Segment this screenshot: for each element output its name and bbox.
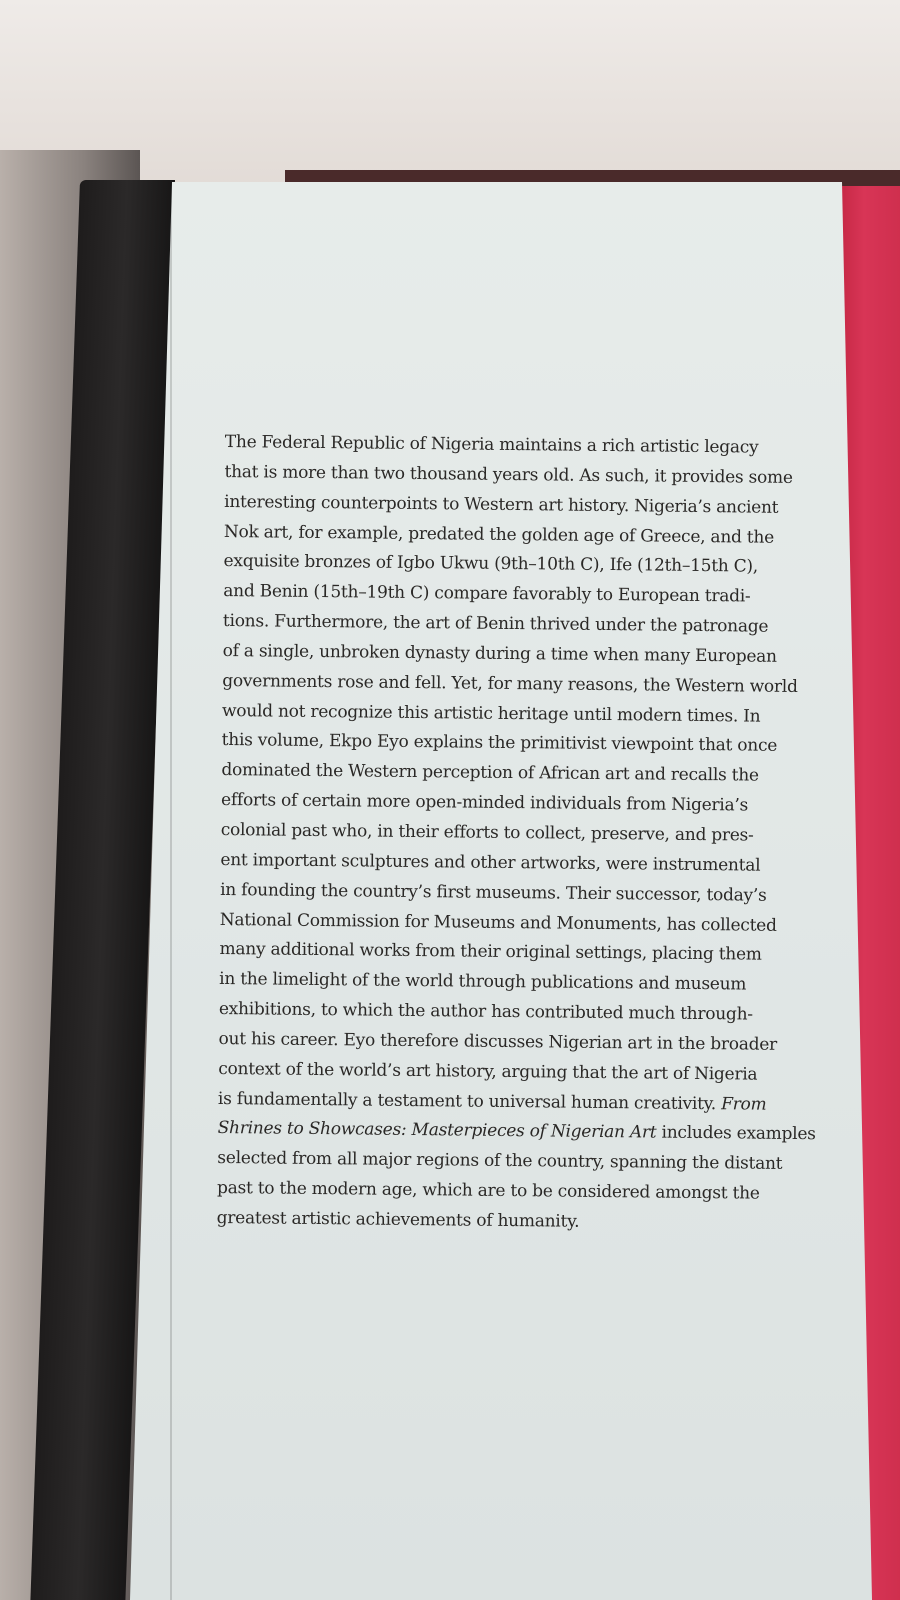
blurb-line: governments rose and fell. Yet, for many reasons, the Western world: [222, 670, 798, 697]
blurb-line: National Commission for Museums and Monuments, has collected: [219, 909, 777, 936]
book-title-italic: From: [721, 1093, 767, 1115]
blurb-line: in the limelight of the world through publications and museum: [219, 969, 747, 995]
blurb-line: this volume, Ekpo Eyo explains the primitivist viewpoint that once: [221, 730, 778, 757]
blurb-line: selected from all major regions of the country, spanning the distant: [217, 1148, 783, 1175]
flap-fold-edge: [170, 182, 172, 1600]
blurb-line: would not recognize this artistic heritage until modern times. In: [221, 700, 761, 727]
book-title-italic: Shrines to Showcases: Masterpieces of Nigerian Art: [217, 1118, 657, 1143]
blurb-line: that is more than two thousand years old. As such, it provides some: [224, 461, 793, 488]
blurb-line: context of the world’s art history, arguing that the art of Nigeria: [218, 1058, 758, 1085]
blurb-line: out his career. Eyo therefore discusses Nigerian art in the broader: [218, 1028, 778, 1055]
blurb-line: exhibitions, to which the author has contributed much through-: [218, 998, 753, 1025]
blurb-line: Nok art, for example, predated the golden age of Greece, and the: [223, 521, 775, 548]
blurb-line: greatest artistic achievements of humanity.: [216, 1207, 580, 1232]
blurb-line: exquisite bronzes of Igbo Ukwu (9th–10th C), Ife (12th–15th C),: [223, 551, 759, 577]
blurb-line: past to the modern age, which are to be considered amongst the: [216, 1178, 760, 1204]
blurb-line: of a single, unbroken dynasty during a time when many European: [222, 640, 777, 667]
blurb-line: tions. Furthermore, the art of Benin thrived under the patronage: [222, 611, 769, 637]
blurb-line: many additional works from their original settings, placing them: [219, 939, 762, 965]
blurb-line: The Federal Republic of Nigeria maintains a rich artistic legacy: [224, 431, 759, 458]
blurb-line: ent important sculptures and other artworks, were instrumental: [220, 849, 761, 876]
blurb-line: interesting counterpoints to Western art history. Nigeria’s ancient: [224, 491, 779, 518]
blurb-line: in founding the country’s first museums. Their successor, today’s: [220, 879, 767, 906]
blurb-text: is fundamentally a testament to universal human creativity.: [217, 1088, 722, 1114]
blurb-line: colonial past who, in their efforts to collect, preserve, and pres-: [220, 819, 754, 846]
blurb-line: and Benin (15th–19th C) compare favorably to European tradi-: [223, 581, 751, 607]
jacket-blurb: [216, 428, 816, 1240]
blurb-text: includes examples: [656, 1122, 816, 1145]
blurb-line: dominated the Western perception of African art and recalls the: [221, 760, 759, 786]
blurb-line: efforts of certain more open-minded individuals from Nigeria’s: [220, 790, 749, 816]
